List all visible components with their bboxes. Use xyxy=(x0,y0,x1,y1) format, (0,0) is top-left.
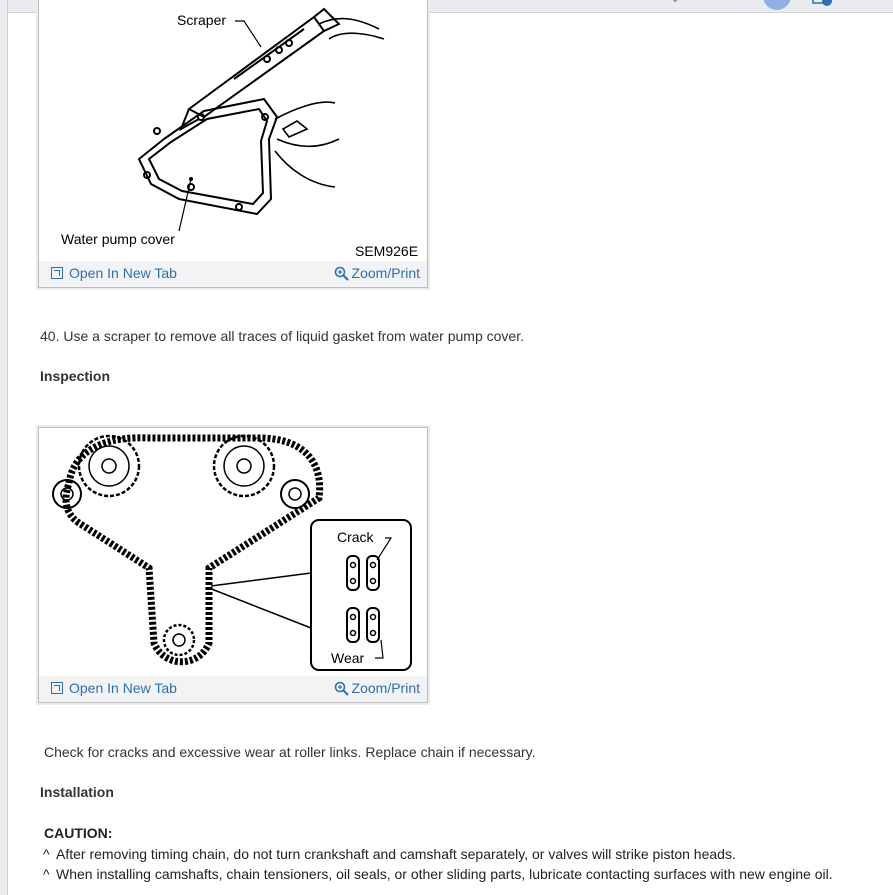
installation-heading: Installation xyxy=(40,784,114,800)
figure-timing-chain xyxy=(38,427,428,703)
timing-chain-illustration xyxy=(39,428,427,676)
open-new-tab-icon xyxy=(51,682,63,694)
figure-water-pump-cover xyxy=(38,0,428,288)
water-pump-cover-illustration xyxy=(39,0,427,261)
caution-item-text: After removing timing chain, do not turn crankshaft and camshaft separately, or valves will strike piston heads. xyxy=(56,846,736,862)
figure-toolbar xyxy=(39,261,427,287)
chevron-icon[interactable] xyxy=(671,0,679,5)
figure-code: SEM926E xyxy=(355,243,419,259)
label-scraper: Scraper xyxy=(177,12,227,28)
zoom-in-icon xyxy=(334,681,349,696)
zoom-in-icon xyxy=(334,266,349,281)
inspection-text: Check for cracks and excessive wear at roller links. Replace chain if necessary. xyxy=(44,744,536,760)
zoom-print-link[interactable] xyxy=(334,680,420,696)
label-wear: Wear xyxy=(331,650,365,666)
open-in-new-tab-label: Open In New Tab xyxy=(69,265,177,281)
caution-item-text: When installing camshafts, chain tensioners, oil seals, or other sliding parts, lubricate contacting surfaces with new engine oil. xyxy=(56,866,833,882)
bullet-mark: ^ xyxy=(43,846,50,862)
open-in-new-tab-link[interactable] xyxy=(51,265,177,281)
figure-toolbar xyxy=(39,676,427,702)
caution-title: CAUTION: xyxy=(44,825,113,841)
inspection-heading: Inspection xyxy=(40,368,111,384)
avatar[interactable] xyxy=(763,0,791,10)
label-crack: Crack xyxy=(337,529,374,545)
step-40-text: 40. Use a scraper to remove all traces of liquid gasket from water pump cover. xyxy=(40,328,524,344)
tabs-icon[interactable] xyxy=(812,0,834,7)
caution-item xyxy=(43,846,736,862)
open-in-new-tab-label: Open In New Tab xyxy=(69,680,177,696)
zoom-print-link[interactable] xyxy=(334,265,420,281)
zoom-print-label: Zoom/Print xyxy=(351,265,420,281)
open-new-tab-icon xyxy=(51,267,63,279)
window-left-edge xyxy=(0,0,8,895)
zoom-print-label: Zoom/Print xyxy=(351,680,420,696)
label-water-pump-cover: Water pump cover xyxy=(61,231,175,247)
caution-item xyxy=(43,866,833,882)
open-in-new-tab-link[interactable] xyxy=(51,680,177,696)
bullet-mark: ^ xyxy=(43,866,50,882)
